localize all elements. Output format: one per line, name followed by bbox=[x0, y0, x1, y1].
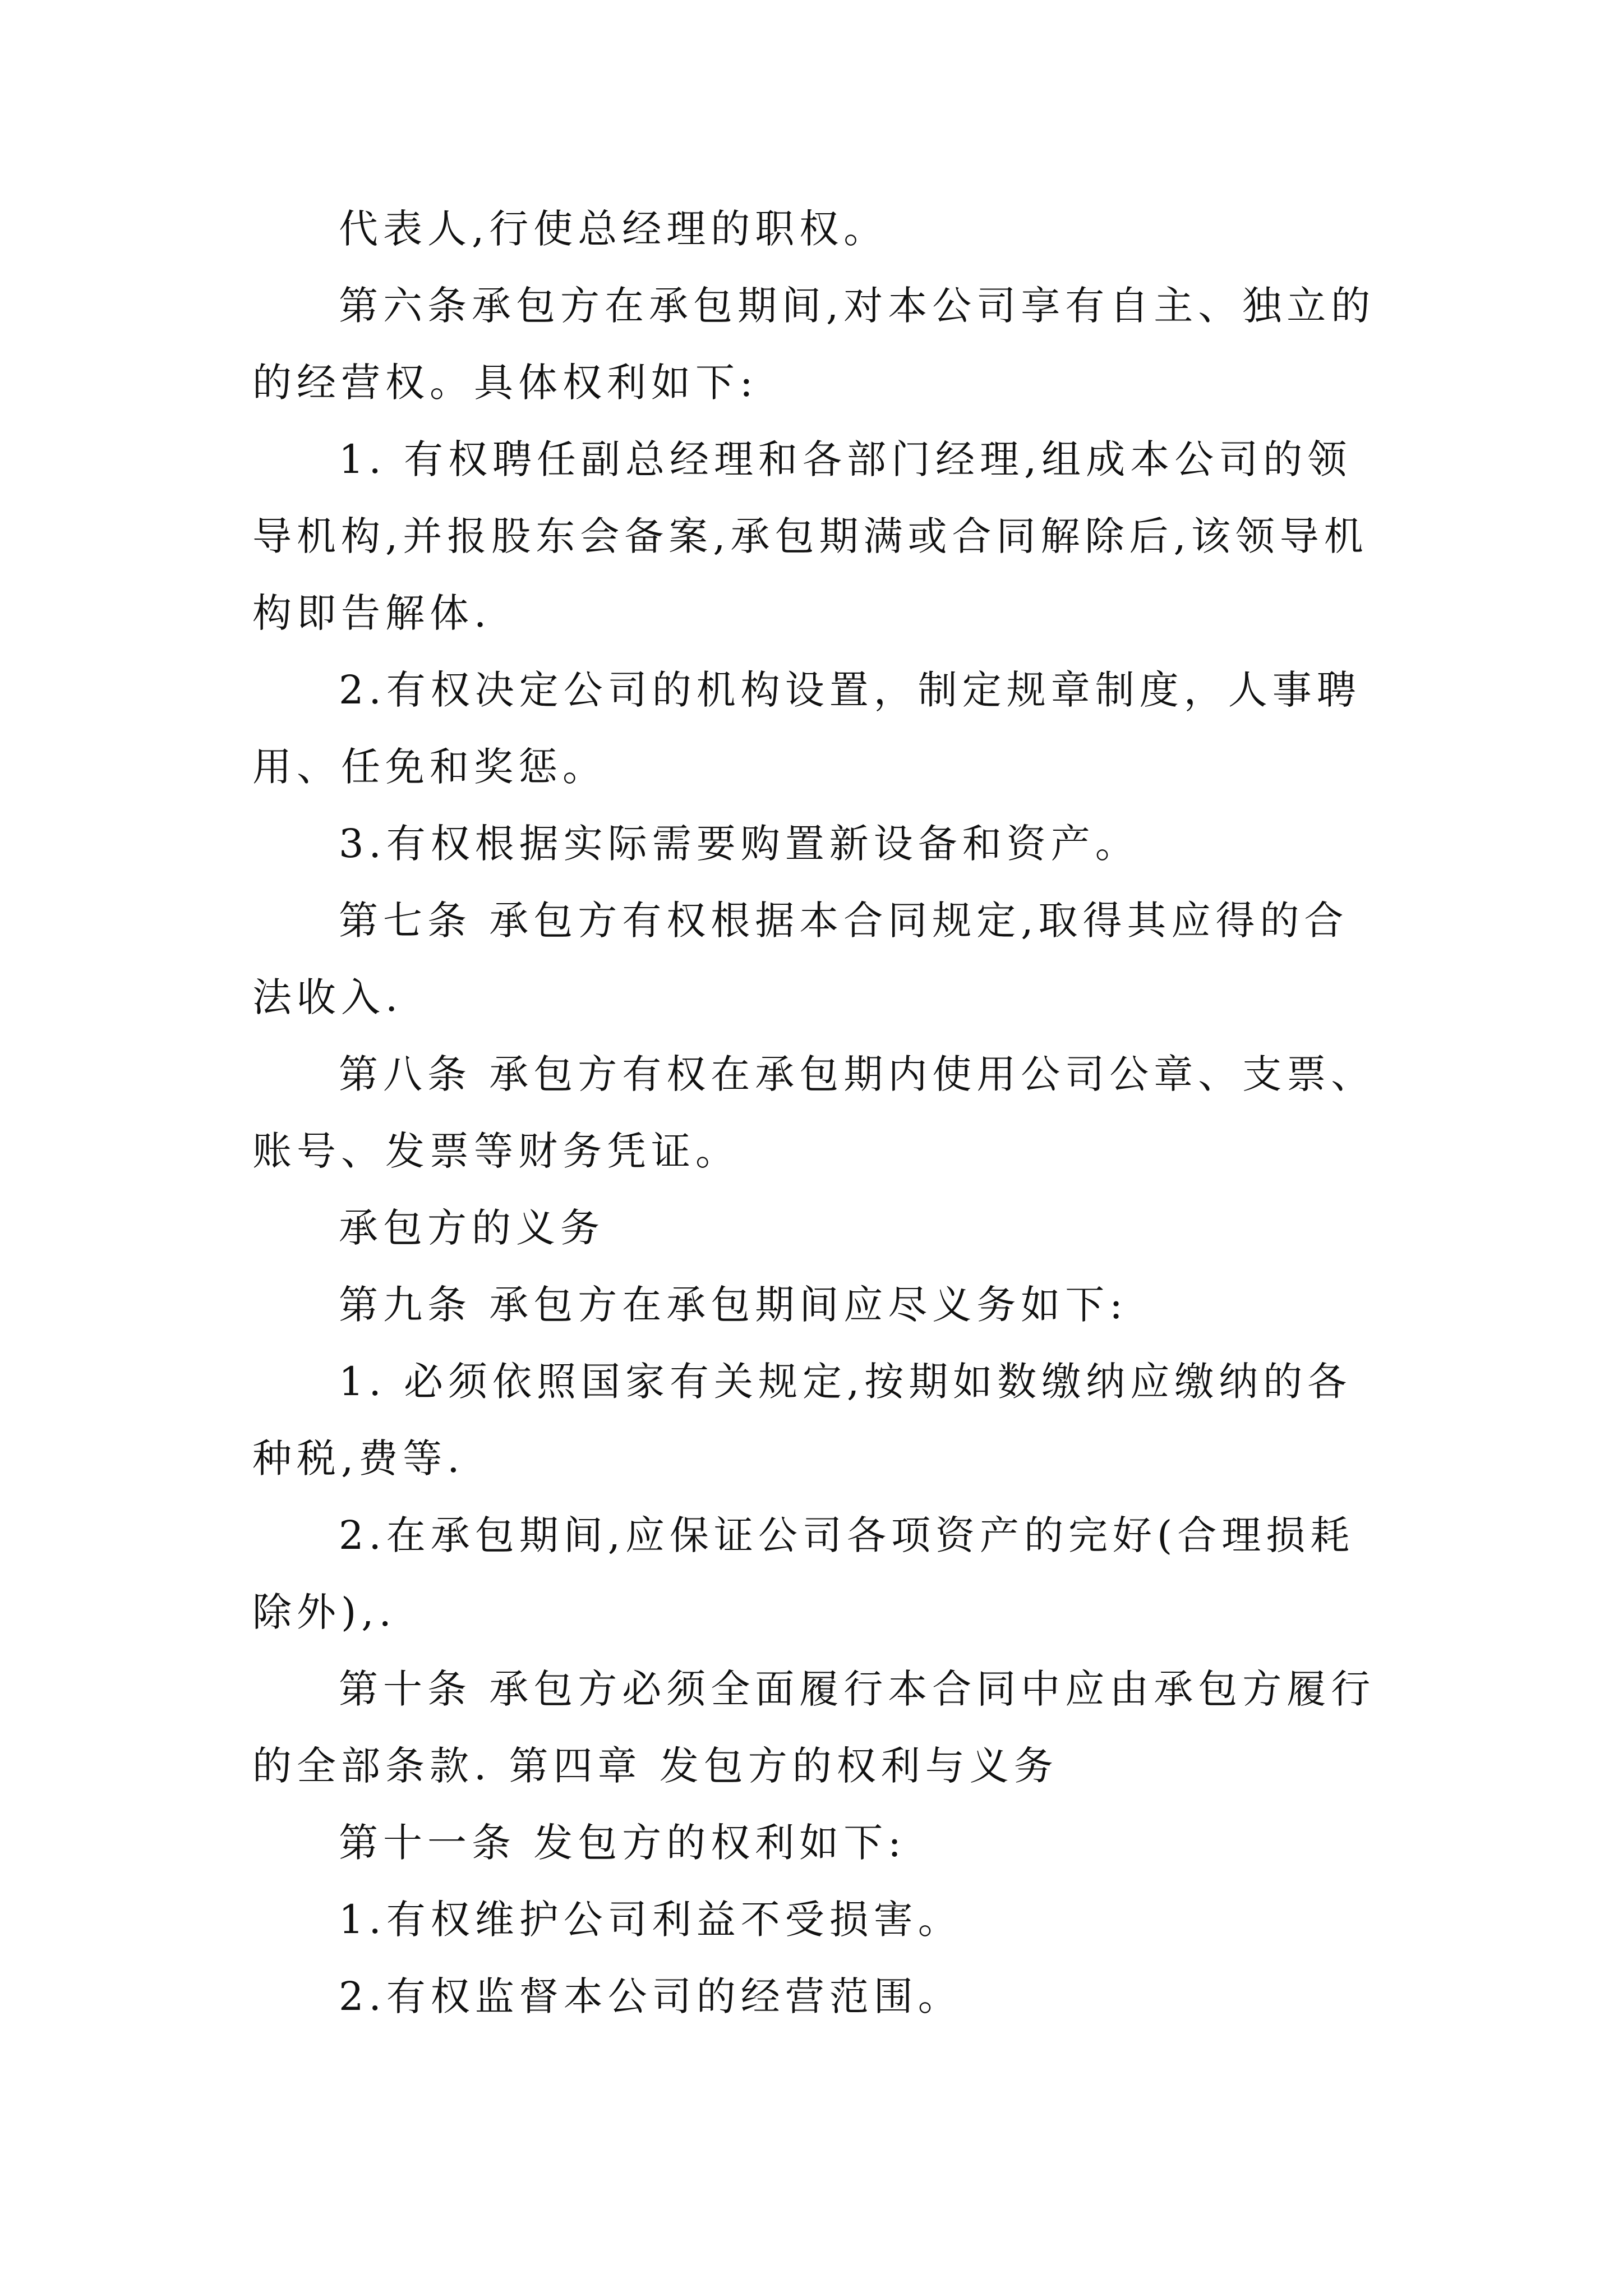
paragraph-article-11: 第十一条 发包方的权利如下: bbox=[339, 1820, 906, 1866]
paragraph-article-7: 第七条 承包方有权根据本合同规定,取得其应得的合法收入. bbox=[252, 898, 1349, 1020]
paragraph-article-8: 第八条 承包方有权在承包期内使用公司公章、支票、账号、发票等财务凭证。 bbox=[252, 1051, 1376, 1174]
section-heading-obligations: 承包方的义务 bbox=[339, 1205, 605, 1251]
paragraph-issuer-right-1: 1.有权维护公司利益不受损害。 bbox=[339, 1897, 962, 1943]
paragraph-article-6: 第六条承包方在承包期间,对本公司享有自主、独立的的经营权。具体权利如下: bbox=[252, 283, 1376, 406]
paragraph-obligation-2: 2.在承包期间,应保证公司各项资产的完好(合理损耗除外),. bbox=[252, 1512, 1355, 1635]
paragraph-article-10: 第十条 承包方必须全面履行本合同中应由承包方履行的全部条款. 第四章 发包方的权利与义务 bbox=[252, 1666, 1376, 1789]
paragraph-issuer-right-2: 2.有权监督本公司的经营范围。 bbox=[339, 1973, 962, 2019]
paragraph-right-2: 2.有权决定公司的机构设置，制定规章制度，人事聘用、任免和奖惩。 bbox=[252, 667, 1361, 790]
paragraph-right-1: 1. 有权聘任副总经理和各部门经理,组成本公司的领导机构,并报股东会备案,承包期满或合同解除后,该领导机构即告解体. bbox=[252, 436, 1368, 636]
paragraph-article-9: 第九条 承包方在承包期间应尽义务如下: bbox=[339, 1282, 1128, 1328]
paragraph-continuation: 代表人,行使总经理的职权。 bbox=[339, 206, 888, 252]
paragraph-right-3: 3.有权根据实际需要购置新设备和资产。 bbox=[339, 821, 1140, 867]
body-text bbox=[252, 191, 1385, 2035]
paragraph-obligation-1: 1. 必须依照国家有关规定,按期如数缴纳应缴纳的各种税,费等. bbox=[252, 1359, 1352, 1481]
